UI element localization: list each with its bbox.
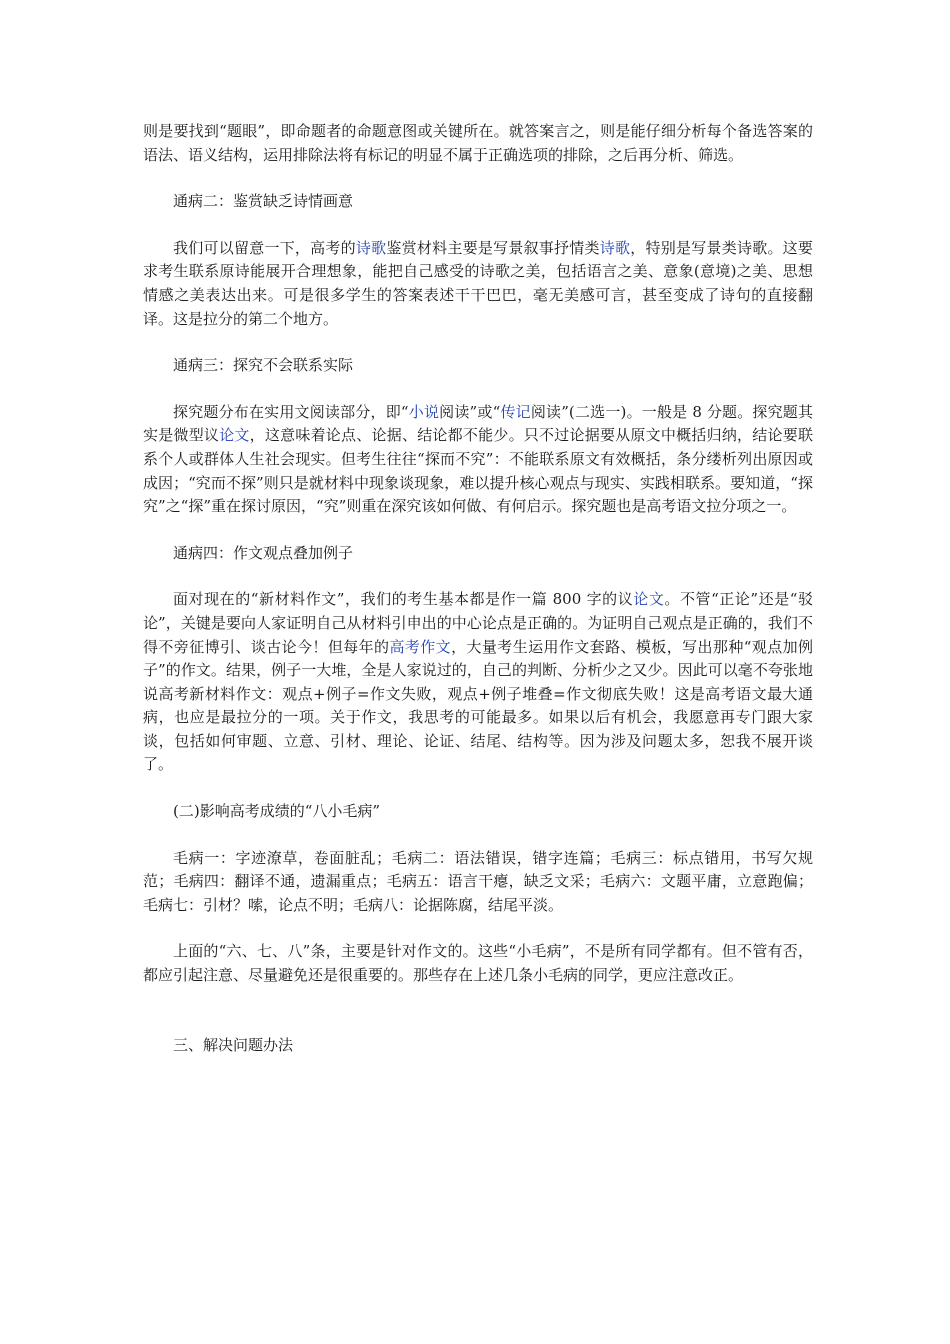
link-essay-2[interactable]: 论文 — [633, 590, 665, 609]
heading-common-fault-3: 通病三：探究不会联系实际 — [173, 356, 354, 375]
document-page — [143, 120, 813, 1057]
paragraph-faults-note: 上面的“六、七、八”条，主要是针对作文的。这些“小毛病”，不是所有同学都有。但不管有否，都应引起注意、尽量避免还是很重要的。那些存在上述几条小毛病的同学，更应注意改正。 — [143, 942, 813, 985]
paragraph-composition — [143, 588, 813, 777]
text-segment: 阅读”(二选一)。一般是 8 分题。探究题其实是微型议 — [143, 402, 813, 445]
link-essay[interactable]: 论文 — [219, 426, 250, 445]
text-segment: 我们可以留意一下，高考的 — [173, 238, 356, 257]
link-poetry-2[interactable]: 诗歌 — [599, 238, 631, 257]
text-segment: ，这意味着论点、论据、结论都不能少。只不过论据要从原文中概括归纳，结论要联系个人或群体人生社会现实。但考生往往“探而不究”：不能联系原文有效概括，条分缕析列出原因或成因；“究而不探”则只是就材料中现象谈现象，难以提升核心观点与现实、实践相联系。要知道，“探究”之“探”重在探讨原因，“究”则重在深究该如何做、有何启示。探究题也是高考语文拉分项之一。 — [143, 426, 813, 516]
paragraph-eight-faults-list: 毛病一：字迹潦草，卷面脏乱；毛病二：语法错误，错字连篇；毛病三：标点错用，书写欠规范；毛病四：翻译不通，遗漏重点；毛病五：语言干瘪，缺乏文采；毛病六：文题平庸，立意跑偏；毛病七：引材？嗦，论点不明；毛病八：论据陈腐，结尾平淡。 — [143, 848, 813, 914]
text-segment: 鉴赏材料主要是写景叙事抒情类 — [386, 238, 600, 257]
link-novel[interactable]: 小说 — [408, 402, 440, 421]
text-segment: 探究题分布在实用文阅读部分，即“ — [173, 402, 409, 421]
link-gaokao-composition[interactable]: 高考作文 — [389, 637, 452, 656]
paragraph-exploration-questions — [143, 401, 813, 519]
heading-solutions: 三、解决问题办法 — [173, 1035, 294, 1054]
paragraph-poetry-appreciation — [143, 237, 813, 331]
heading-common-fault-2: 通病二：鉴赏缺乏诗情画意 — [173, 192, 354, 211]
paragraph-answer-analysis: 则是要找到“题眼”，即命题者的命题意图或关键所在。就答案言之，则是能仔细分析每个备选答案的语法、语义结构，运用排除法将有标记的明显不属于正确选项的排除，之后再分析、筛选。 — [143, 122, 813, 164]
heading-common-fault-4: 通病四：作文观点叠加例子 — [173, 543, 354, 562]
link-biography[interactable]: 传记 — [500, 402, 531, 421]
link-poetry[interactable]: 诗歌 — [355, 238, 387, 257]
text-segment: ，大量考生运用作文套路、模板，写出那种“观点加例子”的作文。结果，例子一大堆，全是人家说过的，自己的判断、分析少之又少。因此可以毫不夸张地说高考新材料作文：观点+例子=作文失败，观点+例子堆叠=作文彻底失败！这是高考语文最大通病，也应是最拉分的一项。关于作文，我思考的可能最多。如果以后有机会，我愿意再专门跟大家谈，包括如何审题、立意、引材、理论、论证、结尾、结构等。因为涉及问题太多，恕我不展开谈了。 — [143, 637, 814, 774]
text-segment: ，特别是写景类诗歌。这要求考生联系原诗能展开合理想象，能把自己感受的诗歌之美，包括语言之美、意象(意境)之美、思想情感之美表达出来。可是很多学生的答案表述干干巴巴，毫无美感可言，甚至变成了诗句的直接翻译。这是拉分的第二个地方。 — [143, 238, 813, 328]
text-segment: 面对现在的“新材料作文”，我们的考生基本都是作一篇 800 字的议 — [173, 590, 634, 609]
heading-eight-small-faults: (二)影响高考成绩的“八小毛病” — [173, 802, 381, 821]
text-segment: 。不管“正论”还是“驳论”，关键是要向人家证明自己从材料引申出的中心论点是正确的。为证明自己观点是正确的，我们不得不旁征博引、谈古论今！但每年的 — [143, 590, 813, 656]
text-segment: 阅读”或“ — [439, 402, 501, 421]
